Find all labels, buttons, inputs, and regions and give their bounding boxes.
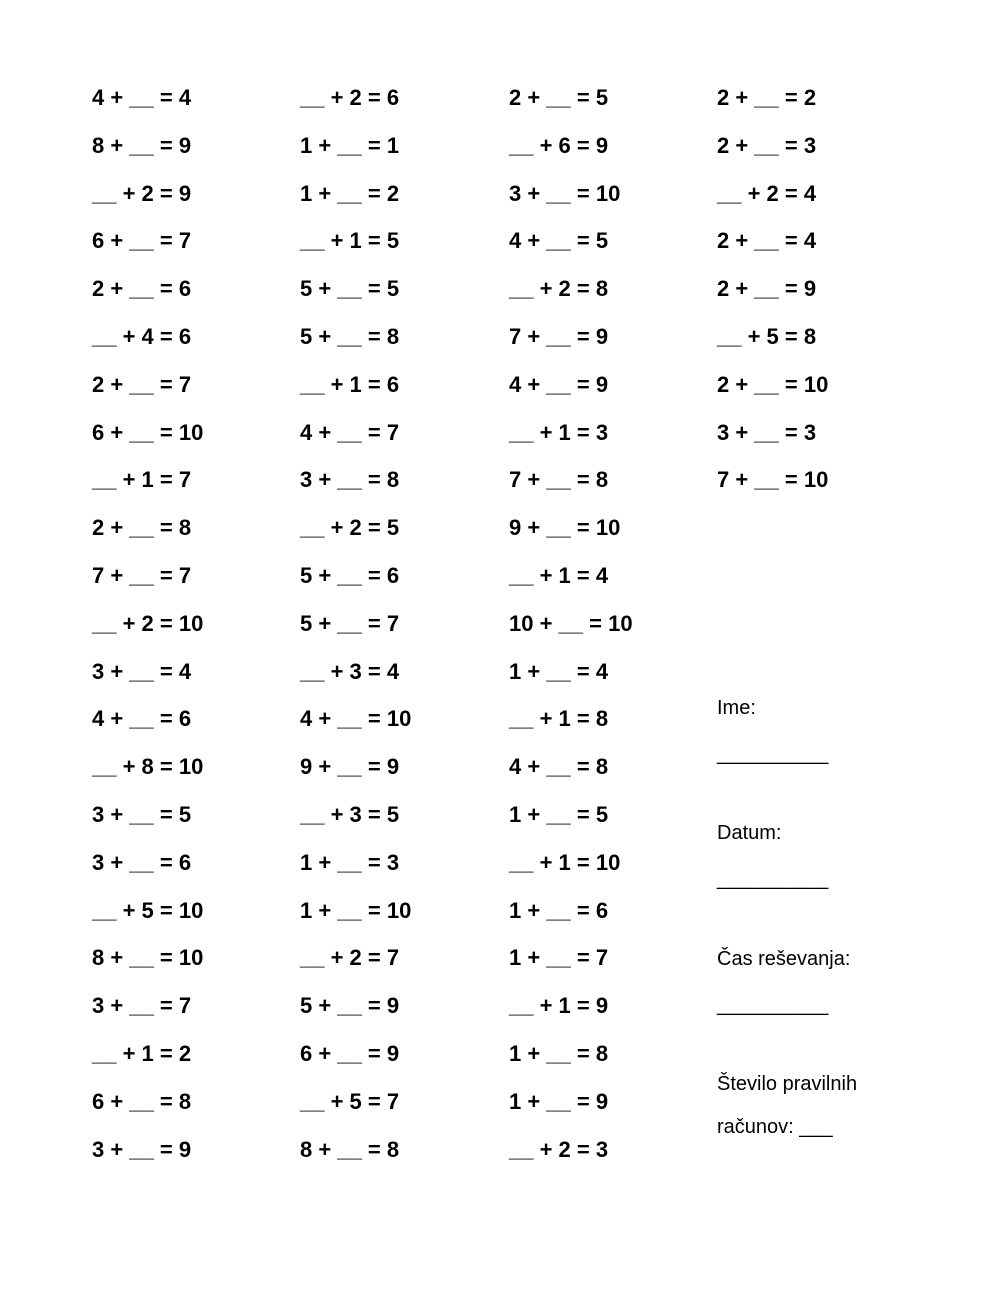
equation: 5 + __ = 5: [300, 276, 400, 302]
equation: 3 + __ = 6: [92, 849, 192, 875]
equation: __ + 5 = 8: [717, 323, 817, 349]
equation-column-3: [509, 74, 633, 1173]
equation: 1 + __ = 3: [300, 849, 400, 875]
equation: 4 + __ = 9: [509, 371, 609, 397]
equation-column-1: [92, 74, 203, 1173]
equation: 4 + __ = 5: [509, 228, 609, 254]
equation: 1 + __ = 4: [509, 658, 609, 684]
correct-count-label: Število pravilnih: [717, 1073, 858, 1095]
equation: 3 + __ = 3: [717, 419, 817, 445]
equation: 5 + __ = 7: [300, 610, 400, 636]
equation: 1 + __ = 7: [509, 945, 609, 971]
equation: __ + 1 = 3: [509, 419, 609, 445]
equation: 10 + __ = 10: [509, 610, 633, 636]
equation: __ + 3 = 5: [300, 801, 400, 827]
equation: 1 + __ = 1: [300, 132, 400, 158]
equation: 2 + __ = 10: [717, 371, 829, 397]
equation: 3 + __ = 9: [92, 1136, 192, 1162]
equation: 7 + __ = 9: [509, 323, 609, 349]
equation: __ + 1 = 2: [92, 1040, 192, 1066]
equation: __ + 2 = 9: [92, 180, 192, 206]
equation: __ + 1 = 7: [92, 467, 192, 493]
correct-count-line[interactable]: računov: ___: [717, 1116, 833, 1138]
equation: 6 + __ = 10: [92, 419, 204, 445]
equation: 3 + __ = 10: [509, 180, 621, 206]
equation: 1 + __ = 10: [300, 897, 412, 923]
equation: __ + 1 = 10: [509, 849, 621, 875]
equation: 8 + __ = 9: [92, 132, 192, 158]
equation: 3 + __ = 4: [92, 658, 192, 684]
equation: 1 + __ = 2: [300, 180, 400, 206]
equation: 8 + __ = 8: [300, 1136, 400, 1162]
name-line[interactable]: __________: [717, 743, 829, 765]
equation: __ + 4 = 6: [92, 323, 192, 349]
equation: 5 + __ = 8: [300, 323, 400, 349]
equation: 4 + __ = 6: [92, 706, 192, 732]
equation: 5 + __ = 6: [300, 562, 400, 588]
equation-column-2: [300, 74, 411, 1173]
equation: 5 + __ = 9: [300, 993, 400, 1019]
equation: __ + 2 = 5: [300, 515, 400, 541]
date-line[interactable]: __________: [717, 868, 829, 890]
equation: __ + 2 = 10: [92, 610, 204, 636]
equation: __ + 2 = 6: [300, 85, 400, 110]
equation: 9 + __ = 9: [300, 754, 400, 780]
time-line[interactable]: __________: [717, 994, 829, 1016]
equation: __ + 1 = 6: [300, 371, 400, 397]
equation: 8 + __ = 10: [92, 945, 204, 971]
equation: 2 + __ = 5: [509, 85, 609, 110]
equation: 4 + __ = 8: [509, 754, 609, 780]
equation: 4 + __ = 10: [300, 706, 412, 732]
equation: 2 + __ = 9: [717, 276, 817, 302]
equation: __ + 5 = 7: [300, 1088, 400, 1114]
equation: 6 + __ = 7: [92, 228, 192, 254]
equation: __ + 2 = 7: [300, 945, 400, 971]
equation: 6 + __ = 8: [92, 1088, 192, 1114]
equation: 3 + __ = 8: [300, 467, 400, 493]
equation: 1 + __ = 9: [509, 1088, 609, 1114]
equation: __ + 2 = 8: [509, 276, 609, 302]
equation: 7 + __ = 8: [509, 467, 609, 493]
date-label: Datum:: [717, 822, 782, 844]
equation: 9 + __ = 10: [509, 515, 621, 541]
equation: 2 + __ = 2: [717, 85, 817, 110]
time-label: Čas reševanja:: [717, 948, 851, 970]
equation: 7 + __ = 7: [92, 562, 192, 588]
equation-column-4: [717, 74, 828, 504]
equation: 2 + __ = 8: [92, 515, 192, 541]
equation: 3 + __ = 7: [92, 993, 192, 1019]
equation: __ + 2 = 3: [509, 1136, 609, 1162]
equation: __ + 2 = 4: [717, 180, 817, 206]
equation: __ + 5 = 10: [92, 897, 204, 923]
equation: 3 + __ = 5: [92, 801, 192, 827]
equation: __ + 1 = 5: [300, 228, 400, 254]
equation: __ + 1 = 9: [509, 993, 609, 1019]
equation: 2 + __ = 7: [92, 371, 192, 397]
equation: 2 + __ = 4: [717, 228, 817, 254]
equation: 1 + __ = 6: [509, 897, 609, 923]
equation: 2 + __ = 3: [717, 132, 817, 158]
equation: __ + 8 = 10: [92, 754, 204, 780]
equation: __ + 3 = 4: [300, 658, 400, 684]
equation: 1 + __ = 5: [509, 801, 609, 827]
equation: __ + 1 = 8: [509, 706, 609, 732]
equation: 4 + __ = 4: [92, 85, 192, 110]
equation: 1 + __ = 8: [509, 1040, 609, 1066]
equation: 6 + __ = 9: [300, 1040, 400, 1066]
equation: __ + 6 = 9: [509, 132, 609, 158]
equation: 2 + __ = 6: [92, 276, 192, 302]
equation: 7 + __ = 10: [717, 467, 829, 493]
equation: 4 + __ = 7: [300, 419, 400, 445]
equation: __ + 1 = 4: [509, 562, 609, 588]
name-label: Ime:: [717, 697, 756, 719]
